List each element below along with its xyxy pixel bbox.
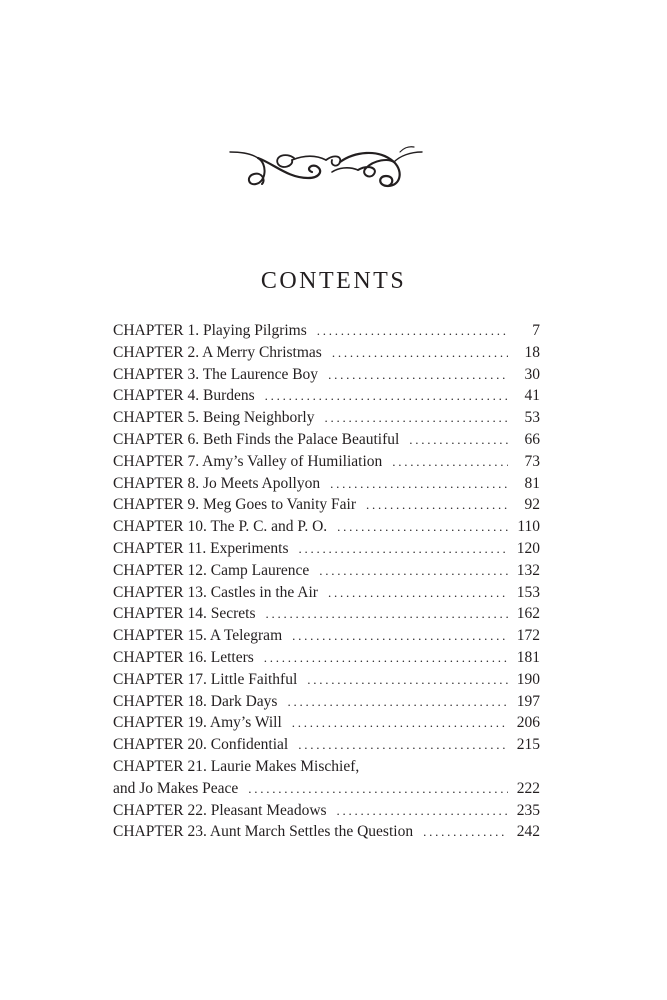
dot-leader [307,669,508,691]
decorative-flourish-icon [228,138,424,194]
toc-entry[interactable] [113,451,540,473]
toc-entry[interactable] [113,800,540,822]
toc-entry[interactable] [113,429,540,451]
toc-entry-label: CHAPTER 7. Amy’s Valley of Humiliation [113,452,383,470]
dot-leader [264,647,508,669]
toc-entry-page: 215 [516,736,540,754]
toc-entry-label: CHAPTER 4. Burdens [113,387,255,405]
toc-entry-page: 132 [516,561,540,579]
toc-entry-label: CHAPTER 17. Little Faithful [113,670,298,688]
toc-entry-label: CHAPTER 19. Amy’s Will [113,714,282,732]
toc-entry-label: CHAPTER 16. Letters [113,648,254,666]
dot-leader [266,603,508,625]
dot-leader [325,407,509,429]
dot-leader [292,712,508,734]
toc-entry-page: 53 [524,409,540,427]
toc-entry[interactable] [113,603,540,625]
toc-entry[interactable] [113,473,540,495]
toc-entry-label: CHAPTER 13. Castles in the Air [113,583,318,601]
toc-entry-label: CHAPTER 10. The P. C. and P. O. [113,518,328,536]
toc-entry-page: 235 [516,801,540,819]
dot-leader [298,734,508,756]
toc-entry-page: 197 [516,692,540,710]
toc-entry[interactable] [113,560,540,582]
dot-leader [319,560,508,582]
toc-entry-page: 153 [516,583,540,601]
dot-leader [287,691,508,713]
toc-entry-page: 66 [524,430,540,448]
toc-entry-page: 242 [516,823,540,841]
toc-entry-label: CHAPTER 11. Experiments [113,539,289,557]
toc-entry[interactable] [113,647,540,669]
toc-entry-label: CHAPTER 2. A Merry Christmas [113,343,322,361]
dot-leader [317,320,508,342]
toc-entry[interactable] [113,691,540,713]
toc-entry-label: CHAPTER 20. Confidential [113,736,289,754]
toc-entry[interactable] [113,582,540,604]
toc-entry[interactable] [113,494,540,516]
dot-leader [337,800,508,822]
toc-entry-page: 190 [516,670,540,688]
dot-leader [265,385,508,407]
toc-entry[interactable] [113,756,540,778]
dot-leader [328,582,508,604]
dot-leader [423,821,508,843]
toc-entry-page: 92 [524,496,540,514]
toc-entry[interactable] [113,385,540,407]
toc-entry-page: 81 [524,474,540,492]
dot-leader [332,342,508,364]
toc-entry-label: CHAPTER 1. Playing Pilgrims [113,322,307,339]
toc-entry-label: CHAPTER 18. Dark Days [113,692,278,710]
dot-leader [337,516,508,538]
dot-leader [409,429,508,451]
toc-entry-label: CHAPTER 9. Meg Goes to Vanity Fair [113,496,356,514]
toc-entry[interactable] [113,516,540,538]
toc-entry[interactable] [113,734,540,756]
toc-entry-label: CHAPTER 21. Laurie Makes Mischief, [113,757,360,775]
dot-leader [292,625,508,647]
toc-entry-label: CHAPTER 3. The Laurence Boy [113,365,319,383]
toc-entry[interactable] [113,778,540,800]
toc-entry-label: CHAPTER 5. Being Neighborly [113,409,315,427]
dot-leader [299,538,508,560]
toc-entry-label: and Jo Makes Peace [113,779,239,797]
toc-entry-label: CHAPTER 6. Beth Finds the Palace Beautiful [113,430,400,448]
toc-entry[interactable] [113,821,540,843]
toc-entry-page: 73 [524,452,540,470]
toc-entry-page: 7 [532,322,540,339]
toc-entry-label: CHAPTER 14. Secrets [113,605,256,623]
dot-leader [330,473,508,495]
toc-entry-page: 41 [524,387,540,405]
toc-entry[interactable] [113,320,540,342]
toc-entry-page: 110 [517,518,540,536]
toc-entry[interactable] [113,342,540,364]
contents-heading: CONTENTS [260,268,407,294]
toc-entry-label: CHAPTER 15. A Telegram [113,627,283,645]
table-of-contents [113,320,540,843]
dot-leader [248,778,508,800]
toc-entry[interactable] [113,407,540,429]
toc-entry-page: 120 [516,539,540,557]
toc-entry-page: 181 [516,648,540,666]
toc-entry-label: CHAPTER 8. Jo Meets Apollyon [113,474,321,492]
dot-leader [392,451,508,473]
toc-entry[interactable] [113,669,540,691]
toc-entry[interactable] [113,712,540,734]
toc-entry-page: 30 [524,365,540,383]
dot-leader [366,494,508,516]
dot-leader [328,364,508,386]
toc-entry-page: 162 [516,605,540,623]
toc-entry-page: 172 [516,627,540,645]
toc-entry-label: CHAPTER 23. Aunt March Settles the Question [113,823,414,841]
toc-entry-page: 206 [516,714,540,732]
toc-entry-page: 222 [516,779,540,797]
toc-entry-label: CHAPTER 12. Camp Laurence [113,561,310,579]
toc-entry-page: 18 [524,343,540,361]
toc-entry[interactable] [113,625,540,647]
toc-entry[interactable] [113,364,540,386]
toc-entry-label: CHAPTER 22. Pleasant Meadows [113,801,327,819]
toc-entry[interactable] [113,538,540,560]
